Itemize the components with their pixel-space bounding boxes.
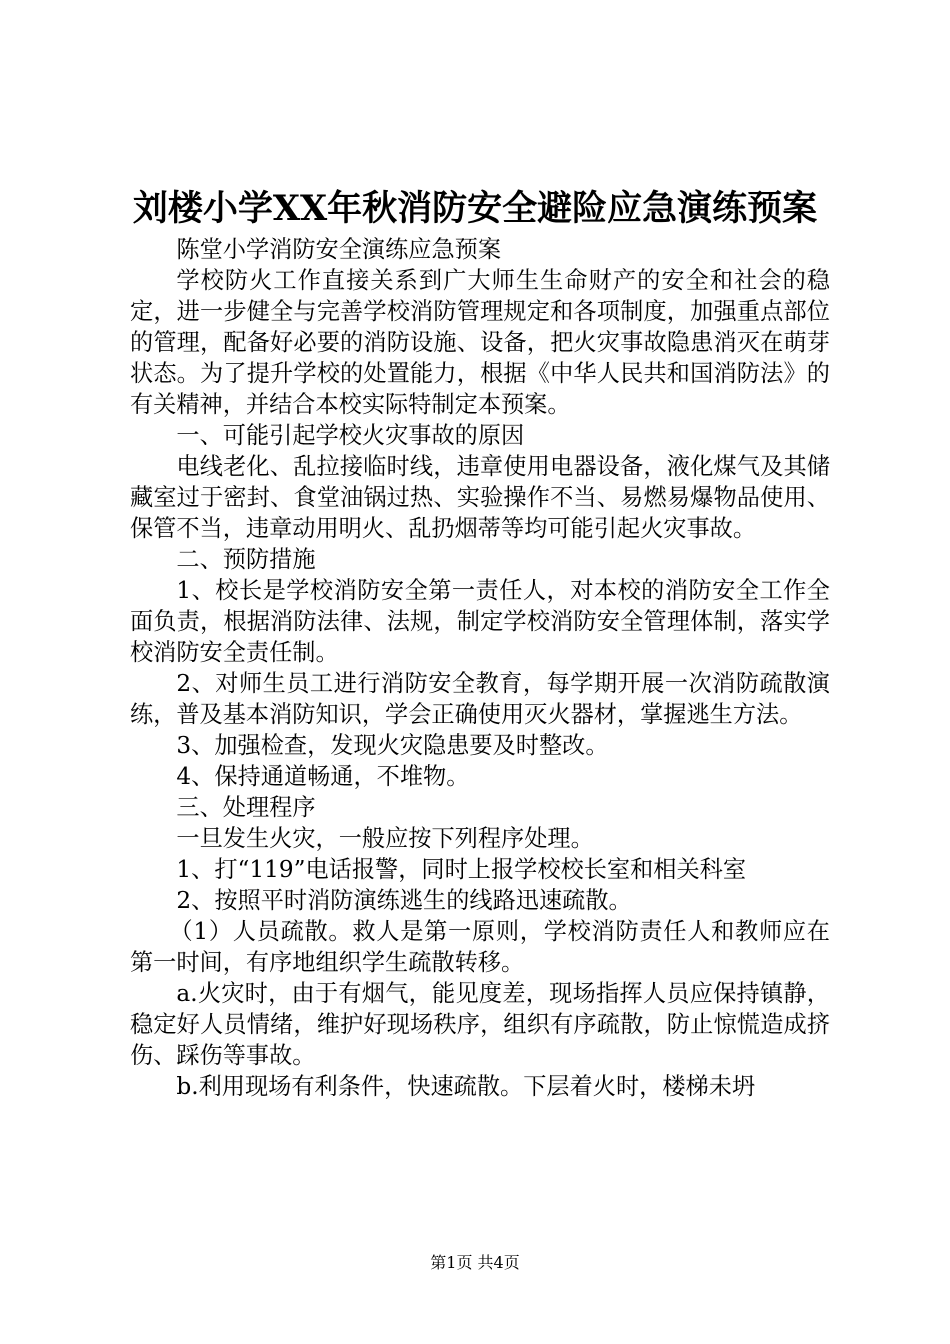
document-title: 刘楼小学XX年秋消防安全避险应急演练预案	[132, 188, 818, 229]
paragraph-evacuation: （1）人员疏散。救人是第一原则，学校消防责任人和教师应在第一时间，有序地组织学生疏散转移。	[130, 918, 830, 976]
paragraph-prevention-1: 1、校长是学校消防安全第一责任人，对本校的消防安全工作全面负责，根据消防法律、法规，制定学校消防安全管理体制，落实学校消防安全责任制。	[130, 577, 830, 666]
section-heading-procedure: 三、处理程序	[176, 794, 316, 821]
paragraph-subtitle: 陈堂小学消防安全演练应急预案	[176, 236, 502, 263]
paragraph-procedure-2: 2、按照平时消防演练逃生的线路迅速疏散。	[176, 887, 632, 914]
document-body	[130, 234, 830, 1102]
paragraph-prevention-4: 4、保持通道畅通，不堆物。	[176, 763, 470, 790]
paragraph-procedure-intro: 一旦发生火灾，一般应按下列程序处理。	[176, 825, 594, 852]
paragraph-procedure-1: 1、打“119”电话报警，同时上报学校校长室和相关科室	[176, 856, 747, 883]
paragraph-prevention-2: 2、对师生员工进行消防安全教育，每学期开展一次消防疏散演练，普及基本消防知识，学会正确使用灭火器材，掌握逃生方法。	[130, 670, 830, 728]
paragraph-prevention-3: 3、加强检查，发现火灾隐患要及时整改。	[176, 732, 609, 759]
paragraph-evacuation-b: b.利用现场有利条件，快速疏散。下层着火时，楼梯未坍	[176, 1073, 756, 1100]
paragraph-intro: 学校防火工作直接关系到广大师生生命财产的安全和社会的稳定，进一步健全与完善学校消防管理规定和各项制度，加强重点部位的管理，配备好必要的消防设施、设备，把火灾事故隐患消灭在萌芽状态。为了提升学校的处置能力，根据《中华人民共和国消防法》的有关精神，并结合本校实际特制定本预案。	[130, 267, 830, 418]
section-heading-prevention: 二、预防措施	[176, 546, 316, 573]
section-heading-causes: 一、可能引起学校火灾事故的原因	[176, 422, 525, 449]
paragraph-evacuation-a: a.火灾时，由于有烟气，能见度差，现场指挥人员应保持镇静，稳定好人员情绪，维护好现场秩序，组织有序疏散，防止惊慌造成挤伤、踩伤等事故。	[130, 980, 830, 1069]
page-number: 第1页 共4页	[430, 1253, 520, 1272]
paragraph-causes: 电线老化、乱拉接临时线，违章使用电器设备，液化煤气及其储藏室过于密封、食堂油锅过热、实验操作不当、易燃易爆物品使用、保管不当，违章动用明火、乱扔烟蒂等均可能引起火灾事故。	[130, 453, 830, 542]
